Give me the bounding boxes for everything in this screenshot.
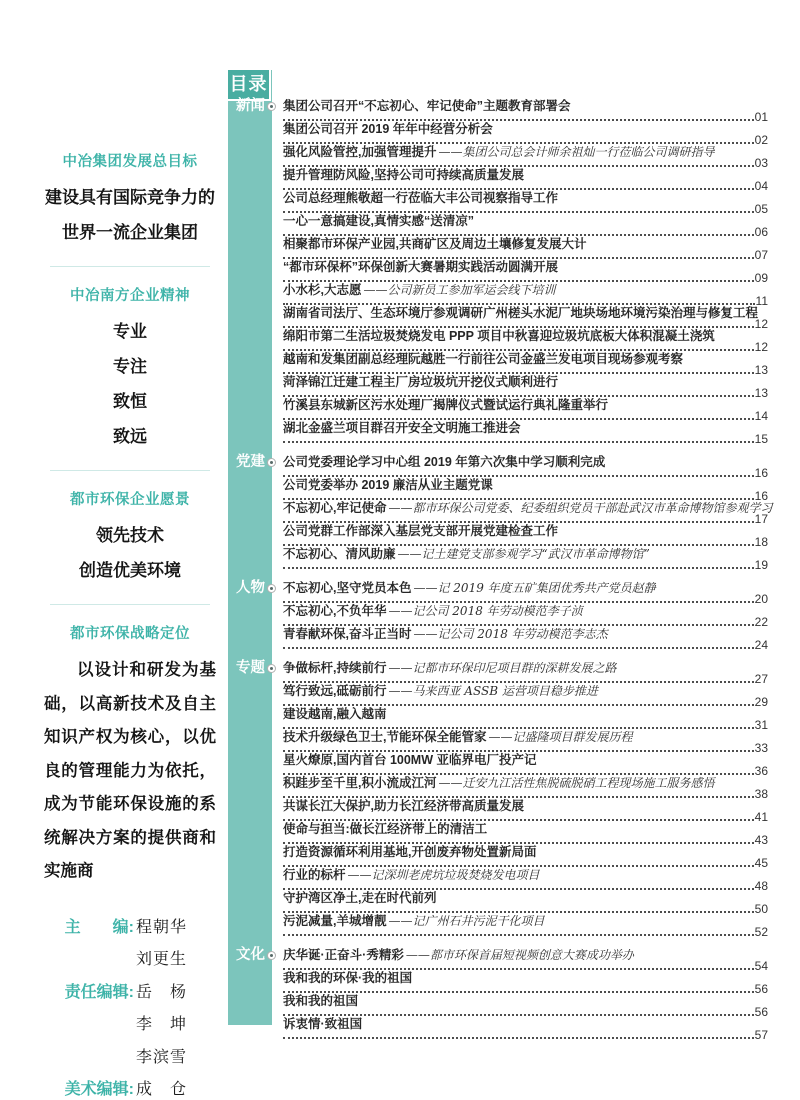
sidebar-block bbox=[44, 284, 216, 455]
leader-dots bbox=[283, 498, 754, 500]
sidebar-motto-line: 领先技术 bbox=[96, 526, 164, 546]
page-number: 19 bbox=[754, 558, 768, 572]
leader-dots bbox=[283, 819, 754, 821]
page-number: 43 bbox=[754, 833, 768, 847]
editor-row bbox=[44, 944, 216, 977]
leader-dots bbox=[283, 1037, 754, 1039]
toc-item[interactable] bbox=[283, 353, 768, 376]
page-number: 57 bbox=[754, 1028, 768, 1042]
leader-dots bbox=[283, 521, 754, 523]
item-title-line bbox=[283, 479, 768, 492]
item-title: 不忘初心、清风助廉 bbox=[283, 547, 396, 561]
item-title-line bbox=[283, 1018, 768, 1031]
toc-item[interactable] bbox=[283, 754, 768, 777]
sidebar-blocks bbox=[44, 150, 216, 888]
editor-row bbox=[44, 1074, 216, 1100]
item-subtitle: ——都市环保首届短视频创意大赛成功举办 bbox=[405, 948, 634, 962]
item-title: 公司党委理论学习中心组 2019 年第六次集中学习顺利完成 bbox=[283, 455, 606, 469]
item-subtitle: ——记 2019 年度五矿集团优秀共产党员赵静 bbox=[413, 581, 656, 595]
item-title-line bbox=[283, 169, 768, 182]
page-number: 16 bbox=[754, 466, 768, 480]
leader-dots bbox=[283, 624, 754, 626]
dotted-leader bbox=[283, 432, 768, 446]
page-number: 07 bbox=[754, 248, 768, 262]
sidebar-divider bbox=[50, 604, 210, 605]
item-title: 公司党委举办 2019 廉洁从业主题党课 bbox=[283, 478, 493, 492]
item-title-line bbox=[283, 869, 768, 882]
item-title-line bbox=[283, 708, 768, 721]
item-title: 竹溪县东城新区污水处理厂揭牌仪式暨试运行典礼隆重举行 bbox=[283, 398, 609, 412]
item-title: 技术升级绿色卫士,节能环保全能管家 bbox=[283, 730, 487, 744]
item-title: 相聚都市环保产业园,共商矿区及周边土壤修复发展大计 bbox=[283, 237, 587, 251]
page-number: 48 bbox=[754, 879, 768, 893]
leader-dots bbox=[283, 280, 754, 282]
item-subtitle: ——记深圳老虎坑垃圾焚烧发电项目 bbox=[347, 868, 540, 882]
editor-row bbox=[44, 1042, 216, 1075]
leader-dots bbox=[283, 704, 754, 706]
editor-name: 刘更生 bbox=[136, 951, 188, 968]
item-title-line bbox=[283, 307, 768, 320]
page-number: 33 bbox=[754, 741, 768, 755]
dotted-leader bbox=[283, 1028, 768, 1042]
item-title: 一心一意搞建设,真情实感“送清凉” bbox=[283, 214, 474, 228]
item-title-line bbox=[283, 800, 768, 813]
leader-dots bbox=[283, 865, 754, 867]
item-subtitle: ——马来西亚 ASSB 运营项目稳步推进 bbox=[388, 684, 598, 698]
item-subtitle: ——记公司 2018 年劳动模范李子浈 bbox=[388, 604, 583, 618]
toc-item[interactable] bbox=[283, 915, 768, 938]
leader-dots bbox=[283, 395, 754, 397]
leader-dots bbox=[283, 441, 754, 443]
page-number: 04 bbox=[754, 179, 768, 193]
toc-item[interactable] bbox=[283, 422, 768, 445]
toc-item[interactable] bbox=[283, 146, 768, 169]
page-number: 09 bbox=[754, 271, 768, 285]
toc-item[interactable] bbox=[283, 777, 768, 800]
leader-dots bbox=[283, 372, 754, 374]
page-number: 24 bbox=[754, 638, 768, 652]
item-title: 我和我的环保·我的祖国 bbox=[283, 971, 413, 985]
page-number: 15 bbox=[754, 432, 768, 446]
item-title-line bbox=[283, 525, 768, 538]
sidebar-block bbox=[44, 150, 216, 251]
item-title-line bbox=[283, 100, 768, 113]
leader-dots bbox=[283, 773, 754, 775]
leader-dots bbox=[283, 418, 754, 420]
item-subtitle: ——都市环保公司党委、纪委组织党员干部赴武汉市革命博物馆参观学习 bbox=[388, 501, 773, 515]
sidebar-heading: 中冶南方企业精神 bbox=[70, 288, 190, 304]
item-title: 行业的标杆 bbox=[283, 868, 346, 882]
page-number: 54 bbox=[754, 959, 768, 973]
toc-item[interactable] bbox=[283, 582, 768, 605]
toc-section-label: 党建 bbox=[236, 454, 265, 470]
toc-section-label: 新闻 bbox=[236, 98, 265, 114]
item-title: 污泥减量,羊城增靓 bbox=[283, 914, 387, 928]
toc-item[interactable] bbox=[283, 123, 768, 146]
page-number: 03 bbox=[754, 156, 768, 170]
item-subtitle: ——迁安九江活性焦脱硫脱硝工程现场施工服务感悟 bbox=[438, 776, 715, 790]
leader-dots bbox=[283, 796, 754, 798]
page-number: 01 bbox=[754, 110, 768, 124]
toc-item[interactable] bbox=[283, 330, 768, 353]
item-subtitle: ——公司新员工参加军运会线下培训 bbox=[363, 283, 556, 297]
item-title-line bbox=[283, 548, 768, 561]
editor-row bbox=[44, 912, 216, 945]
sidebar-motto-line: 创造优美环境 bbox=[79, 561, 181, 581]
page-number: 52 bbox=[754, 925, 768, 939]
editor-name: 李滨雪 bbox=[136, 1048, 188, 1066]
toc-item[interactable] bbox=[283, 949, 768, 972]
leader-dots bbox=[283, 647, 754, 649]
section-bullet-icon bbox=[267, 664, 276, 673]
dotted-leader bbox=[283, 558, 768, 572]
sidebar-block bbox=[44, 488, 216, 589]
item-title: 集团公司召开 2019 年年中经营分析会 bbox=[283, 122, 493, 136]
item-subtitle: ——记公司 2018 年劳动模范李志杰 bbox=[413, 627, 608, 641]
editor-name: 李 坤 bbox=[136, 1016, 188, 1033]
toc-item[interactable] bbox=[283, 399, 768, 422]
toc-item[interactable] bbox=[283, 685, 768, 708]
toc-section bbox=[283, 949, 768, 1041]
page-number: 13 bbox=[754, 363, 768, 377]
leader-dots bbox=[283, 211, 754, 213]
item-title: 使命与担当:做长江经济带上的清洁工 bbox=[283, 822, 488, 836]
dotted-leader bbox=[283, 638, 768, 652]
page-number: 18 bbox=[754, 535, 768, 549]
editor-role-label: 美术编辑: bbox=[64, 1081, 134, 1098]
item-title: “都市环保杯”环保创新大赛暑期实践活动圆满开展 bbox=[283, 260, 559, 274]
toc-item[interactable] bbox=[283, 525, 768, 548]
item-title: 越南和发集团副总经理阮越胜一行前往公司金盛兰发电项目现场参观考察 bbox=[283, 352, 684, 366]
leader-dots bbox=[283, 165, 754, 167]
page-number: 20 bbox=[754, 592, 768, 606]
item-title: 不忘初心,不负年华 bbox=[283, 604, 387, 618]
editor-role-label: 主 编: bbox=[64, 918, 134, 936]
item-title: 强化风险管控,加强管理提升 bbox=[283, 145, 437, 159]
leader-dots bbox=[283, 257, 754, 259]
toc-item[interactable] bbox=[283, 169, 768, 192]
dotted-leader bbox=[283, 925, 768, 939]
item-title-line bbox=[283, 662, 768, 675]
item-title-line bbox=[283, 353, 768, 366]
leader-dots bbox=[283, 888, 754, 890]
page-number: 36 bbox=[754, 764, 768, 778]
leader-dots bbox=[283, 968, 754, 970]
toc-section-label: 专题 bbox=[236, 660, 265, 676]
leader-dots bbox=[283, 681, 754, 683]
item-title: 庆华诞·正奋斗·秀精彩 bbox=[283, 948, 404, 962]
item-title-line bbox=[283, 685, 768, 698]
item-title: 不忘初心,牢记使命 bbox=[283, 501, 387, 515]
sidebar-heading: 都市环保企业愿景 bbox=[70, 492, 190, 508]
page-number: 38 bbox=[754, 787, 768, 801]
item-title-line bbox=[283, 949, 768, 962]
toc-section bbox=[283, 100, 768, 445]
toc-item[interactable] bbox=[283, 456, 768, 479]
toc-item[interactable] bbox=[283, 731, 768, 754]
editor-name: 程朝华 bbox=[136, 918, 188, 936]
item-title-line bbox=[283, 376, 768, 389]
toc-content bbox=[283, 99, 773, 1052]
item-title-line bbox=[283, 754, 768, 767]
toc-item[interactable] bbox=[283, 501, 773, 526]
toc-item[interactable] bbox=[283, 548, 768, 571]
leader-dots bbox=[283, 601, 754, 603]
page-number: 06 bbox=[754, 225, 768, 239]
item-title: 菏泽锦江迁建工程主厂房垃圾坑开挖仪式顺利进行 bbox=[283, 375, 559, 389]
sidebar-motto-line: 建设具有国际竞争力的 bbox=[45, 188, 215, 208]
item-title-line bbox=[283, 892, 768, 905]
editor-role-label bbox=[44, 944, 134, 977]
toc-item[interactable] bbox=[283, 100, 768, 123]
item-title-line bbox=[283, 731, 768, 744]
item-title-line bbox=[283, 284, 768, 297]
toc-item[interactable] bbox=[283, 628, 768, 651]
item-title: 打造资源循环利用基地,开创废弃物处置新局面 bbox=[283, 845, 537, 859]
item-title: 积跬步至千里,积小流成江河 bbox=[283, 776, 437, 790]
leader-dots bbox=[283, 934, 754, 936]
toc-section bbox=[283, 662, 768, 938]
toc-item[interactable] bbox=[283, 708, 768, 731]
toc-item[interactable] bbox=[283, 995, 768, 1018]
toc-item[interactable] bbox=[283, 192, 768, 215]
item-title-line bbox=[283, 777, 768, 790]
item-title-line bbox=[283, 422, 768, 435]
editor-name: 成 仓 bbox=[136, 1081, 188, 1098]
item-title: 公司总经理熊敬超一行莅临大丰公司视察指导工作 bbox=[283, 191, 559, 205]
leader-dots bbox=[283, 544, 754, 546]
item-title-line bbox=[283, 501, 773, 515]
page-number: 56 bbox=[754, 1005, 768, 1019]
item-subtitle: ——记土建党支部参观学习“武汉市革命博物馆” bbox=[397, 547, 650, 561]
item-title-line bbox=[283, 215, 768, 228]
item-title-line bbox=[283, 146, 768, 159]
section-bullet-icon bbox=[267, 458, 276, 467]
sidebar-heading: 都市环保战略定位 bbox=[70, 626, 190, 642]
toc-item[interactable] bbox=[283, 869, 768, 892]
sidebar-block bbox=[44, 622, 216, 888]
sidebar-divider bbox=[50, 470, 210, 471]
item-title: 集团公司召开“不忘初心、牢记使命”主题教育部署会 bbox=[283, 99, 571, 113]
item-title: 青春献环保,奋斗正当时 bbox=[283, 627, 412, 641]
section-bullet-icon bbox=[267, 951, 276, 960]
item-title: 星火燎原,国内首台 100MW 亚临界电厂投产记 bbox=[283, 753, 537, 767]
toc-item[interactable] bbox=[283, 1018, 768, 1041]
item-title: 守护湾区净土,走在时代前列 bbox=[283, 891, 437, 905]
item-title: 小水杉,大志愿 bbox=[283, 283, 362, 297]
page-number: 41 bbox=[754, 810, 768, 824]
item-title: 提升管理防风险,坚持公司可持续高质量发展 bbox=[283, 168, 524, 182]
editor-role-label: 责任编辑: bbox=[64, 983, 134, 1001]
page-number: 14 bbox=[754, 409, 768, 423]
item-subtitle: ——记盛隆项目群发展历程 bbox=[488, 730, 633, 744]
toc-item[interactable] bbox=[283, 662, 768, 685]
item-title: 湖南省司法厅、生态环境厅参观调研广州槎头水泥厂地块场地环境污染治理与修复工程 bbox=[283, 306, 759, 320]
sidebar-motto-line: 世界一流企业集团 bbox=[62, 223, 198, 243]
toc-item[interactable] bbox=[283, 307, 768, 330]
item-title: 公司党群工作部深入基层党支部开展党建检查工作 bbox=[283, 524, 559, 538]
item-title: 绵阳市第二生活垃圾焚烧发电 PPP 项目中秋喜迎垃圾坑底板大体积混凝土浇筑 bbox=[283, 329, 715, 343]
item-title-line bbox=[283, 846, 768, 859]
leader-dots bbox=[283, 1014, 754, 1016]
toc-item[interactable] bbox=[283, 479, 768, 502]
sidebar-motto-line: 专业 bbox=[113, 322, 147, 342]
leader-dots bbox=[283, 911, 754, 913]
item-title-line bbox=[283, 330, 768, 343]
editor-row bbox=[44, 1009, 216, 1042]
toc-item[interactable] bbox=[283, 823, 768, 846]
toc-section-label: 人物 bbox=[236, 580, 265, 596]
item-title-line bbox=[283, 261, 768, 274]
item-title: 争做标杆,持续前行 bbox=[283, 661, 387, 675]
sidebar bbox=[44, 150, 216, 1100]
page-number: 31 bbox=[754, 718, 768, 732]
sidebar-paragraph: 以设计和研发为基础，以高新技术及自主知识产权为核心，以优良的管理能力为依托，成为节能环保设施的系统解决方案的提供商和实施商 bbox=[44, 660, 216, 880]
item-title-line bbox=[283, 399, 768, 412]
item-title: 湖北金盛兰项目群召开安全文明施工推进会 bbox=[283, 421, 521, 435]
item-title: 建设越南,融入越南 bbox=[283, 707, 387, 721]
leader-dots bbox=[283, 475, 754, 477]
toc-item[interactable] bbox=[283, 238, 768, 261]
leader-dots bbox=[283, 188, 754, 190]
toc-item[interactable] bbox=[283, 892, 768, 915]
sidebar-motto-line: 致远 bbox=[113, 427, 147, 447]
toc-title: 目录 bbox=[228, 70, 271, 101]
item-title-line bbox=[283, 238, 768, 251]
editor-name: 岳 杨 bbox=[136, 983, 188, 1001]
page-number: 13 bbox=[754, 386, 768, 400]
item-title: 共谋长江大保护,助力长江经济带高质量发展 bbox=[283, 799, 524, 813]
item-title-line bbox=[283, 972, 768, 985]
toc-section-label: 文化 bbox=[236, 947, 265, 963]
page-number: 56 bbox=[754, 982, 768, 996]
item-title-line bbox=[283, 123, 768, 136]
page-number: 45 bbox=[754, 856, 768, 870]
leader-dots bbox=[283, 142, 754, 144]
page-number: 50 bbox=[754, 902, 768, 916]
item-subtitle: ——集团公司总会计师余祖灿一行莅临公司调研指导 bbox=[438, 145, 715, 159]
editors bbox=[44, 912, 216, 1100]
item-title-line bbox=[283, 605, 768, 618]
page-number: 27 bbox=[754, 672, 768, 686]
editor-row bbox=[44, 977, 216, 1010]
page-number: 12 bbox=[754, 317, 768, 331]
item-title-line bbox=[283, 192, 768, 205]
leader-dots bbox=[283, 349, 754, 351]
page-number: 16 bbox=[754, 489, 768, 503]
item-subtitle: ——记广州石井污泥干化项目 bbox=[388, 914, 545, 928]
leader-dots bbox=[283, 567, 754, 569]
page-number: 02 bbox=[754, 133, 768, 147]
sidebar-heading: 中冶集团发展总目标 bbox=[62, 154, 198, 170]
item-title-line bbox=[283, 915, 768, 928]
item-subtitle: ——记都市环保印尼项目群的深耕发展之路 bbox=[388, 661, 617, 675]
item-title: 我和我的祖国 bbox=[283, 994, 359, 1008]
leader-dots bbox=[283, 303, 755, 305]
item-title: 笃行致远,砥砺前行 bbox=[283, 684, 387, 698]
toc-item[interactable] bbox=[283, 800, 768, 823]
sidebar-motto-line: 专注 bbox=[113, 357, 147, 377]
item-title-line bbox=[283, 823, 768, 836]
page-number: 11 bbox=[755, 294, 768, 308]
toc-item[interactable] bbox=[283, 376, 768, 399]
item-title: 不忘初心,坚守党员本色 bbox=[283, 581, 412, 595]
page-number: 22 bbox=[754, 615, 768, 629]
item-title-line bbox=[283, 582, 768, 595]
toc-item[interactable] bbox=[283, 972, 768, 995]
toc-item[interactable] bbox=[283, 261, 768, 284]
section-bullet-icon bbox=[267, 584, 276, 593]
item-title-line bbox=[283, 995, 768, 1008]
toc-item[interactable] bbox=[283, 284, 768, 307]
toc-item[interactable] bbox=[283, 215, 768, 238]
item-title-line bbox=[283, 628, 768, 641]
toc-section bbox=[283, 455, 773, 572]
page-number: 29 bbox=[754, 695, 768, 709]
item-title: 诉衷情·致祖国 bbox=[283, 1017, 363, 1031]
editor-role-label bbox=[44, 1009, 134, 1042]
item-title-line bbox=[283, 456, 768, 469]
leader-dots bbox=[283, 750, 754, 752]
leader-dots bbox=[283, 234, 754, 236]
page-number: 17 bbox=[754, 512, 768, 526]
section-bullet-icon bbox=[267, 102, 276, 111]
sidebar-divider bbox=[50, 266, 210, 267]
leader-dots bbox=[283, 727, 754, 729]
page-number: 05 bbox=[754, 202, 768, 216]
toc-item[interactable] bbox=[283, 605, 768, 628]
sidebar-motto-line: 致恒 bbox=[113, 392, 147, 412]
toc-item[interactable] bbox=[283, 846, 768, 869]
leader-dots bbox=[283, 119, 754, 121]
leader-dots bbox=[283, 991, 754, 993]
toc-section bbox=[283, 582, 768, 651]
toc-section-bar bbox=[228, 70, 272, 1025]
editor-role-label bbox=[44, 1042, 134, 1075]
leader-dots bbox=[283, 842, 754, 844]
page-number: 12 bbox=[754, 340, 768, 354]
leader-dots bbox=[283, 326, 754, 328]
